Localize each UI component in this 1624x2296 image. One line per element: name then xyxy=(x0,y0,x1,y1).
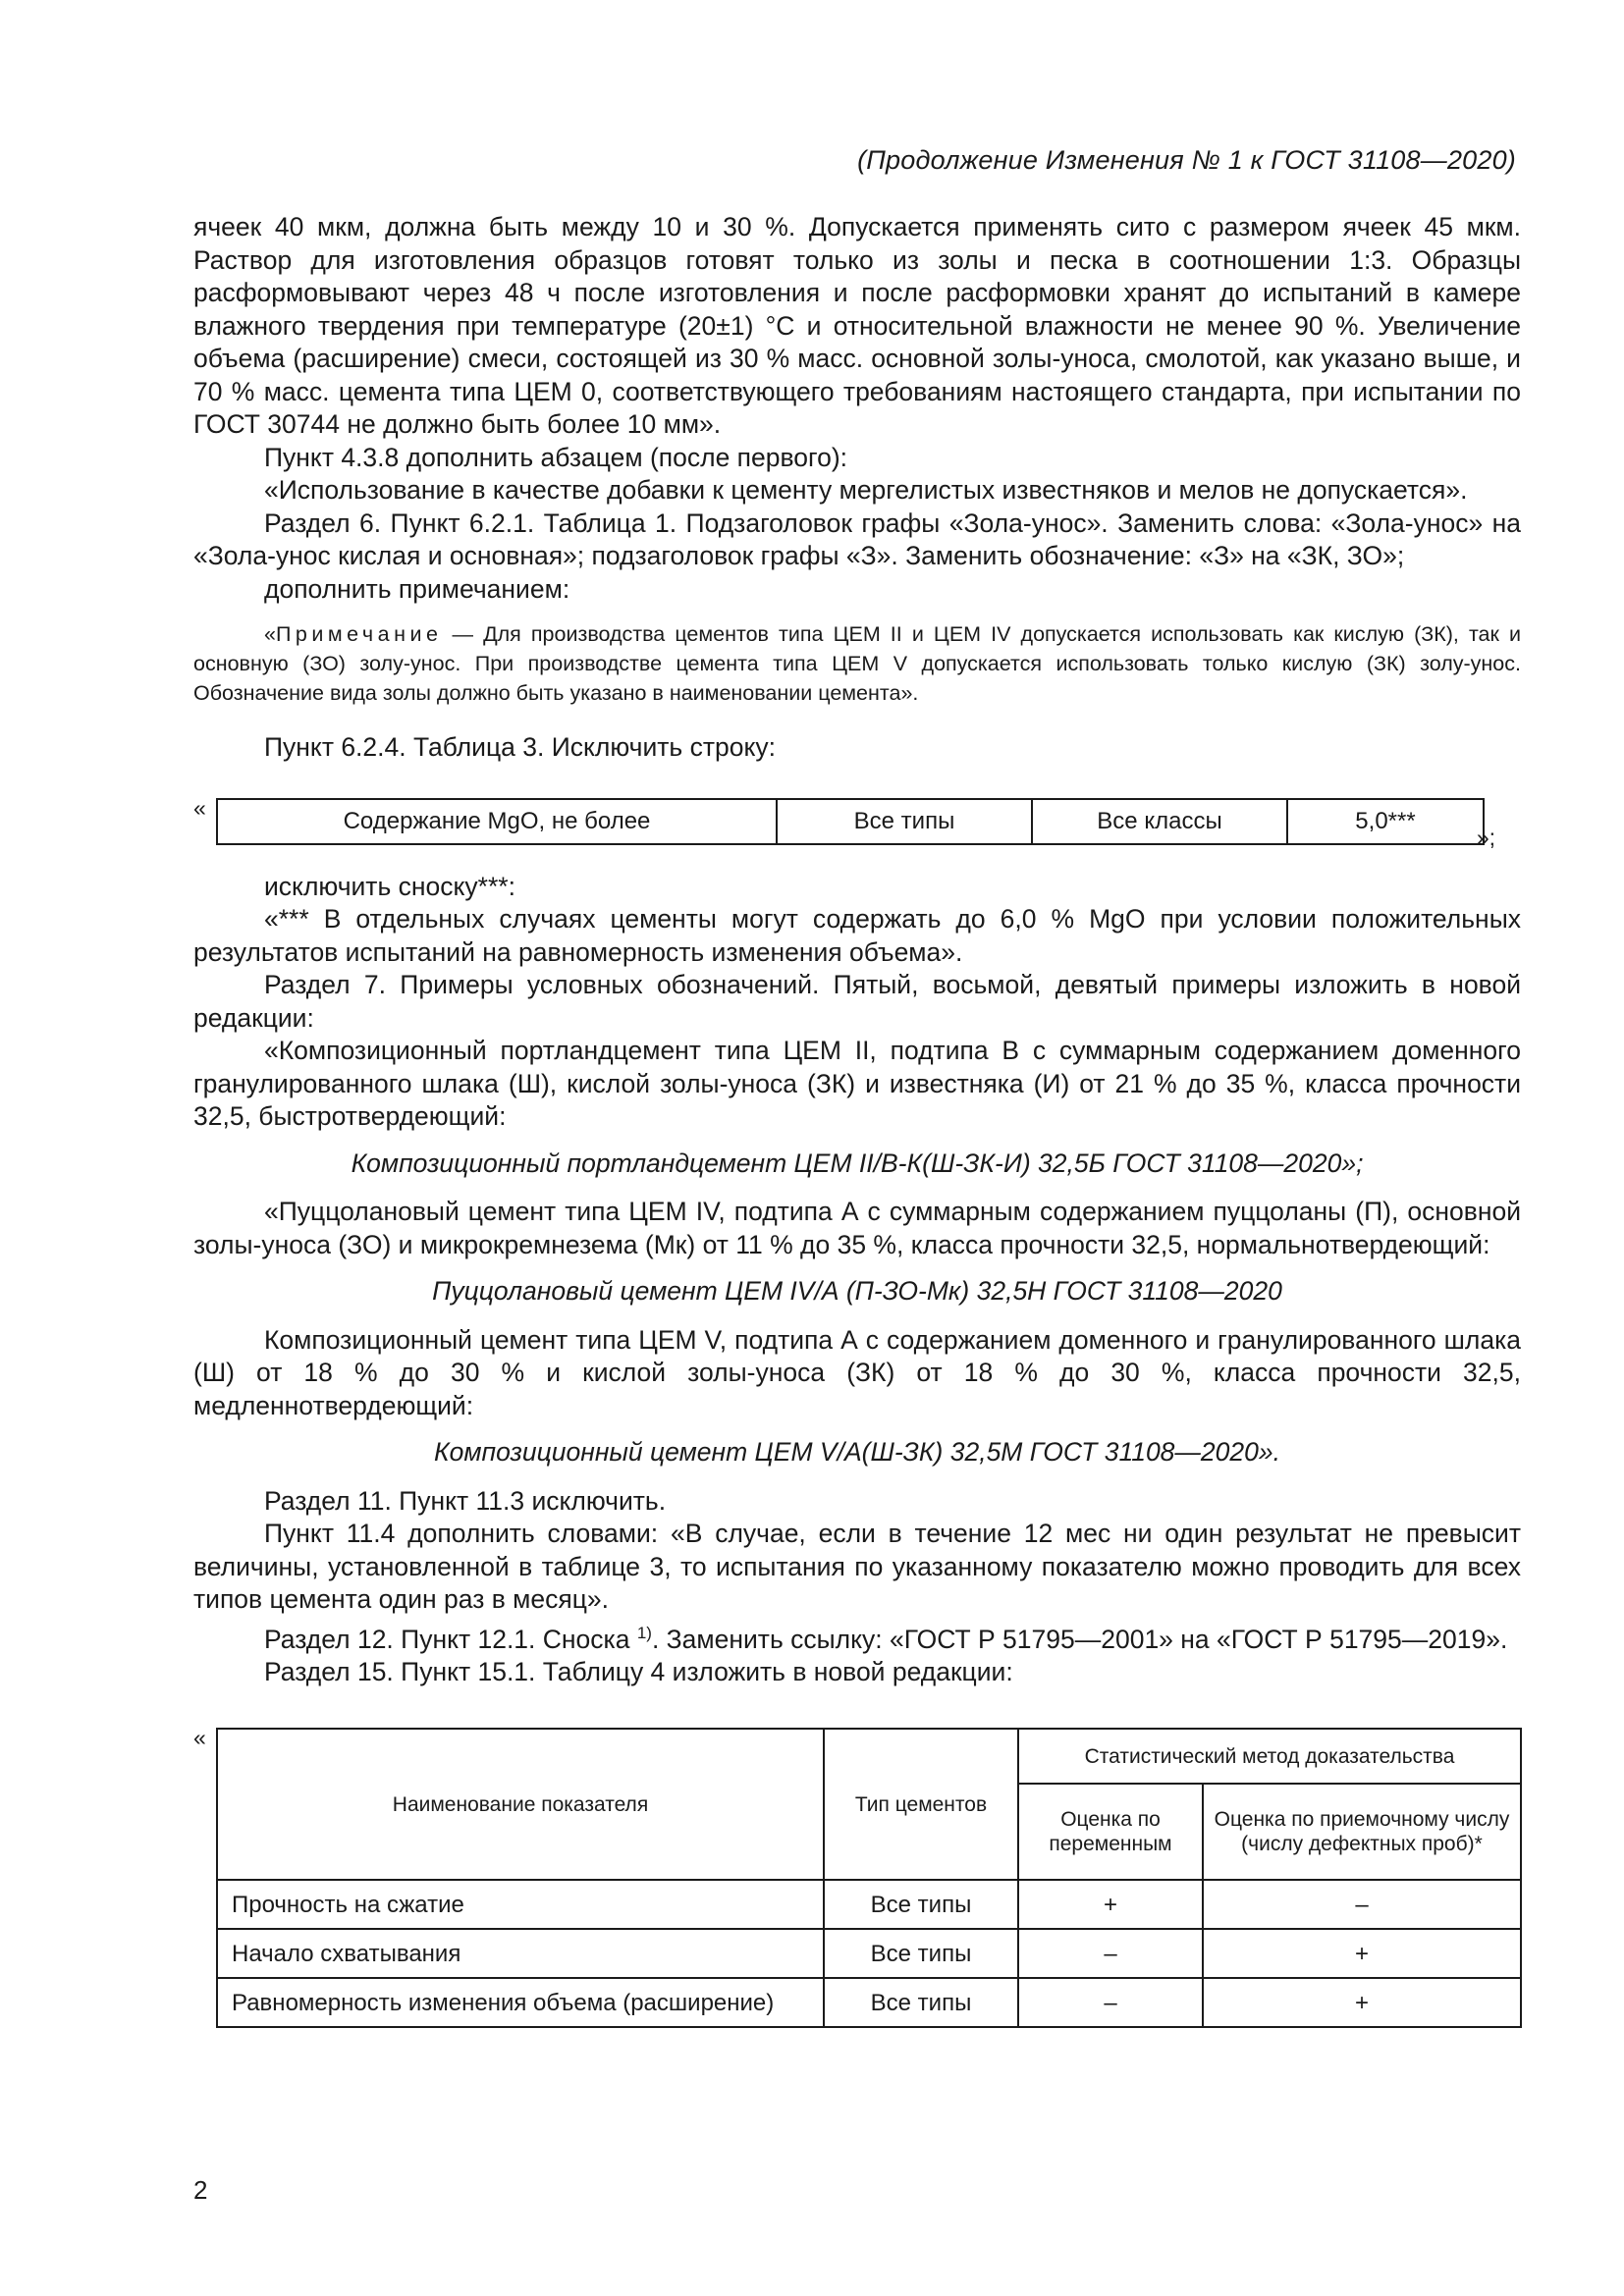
excluded-row-table xyxy=(216,798,1485,845)
note-quote: « xyxy=(264,622,276,646)
table-row xyxy=(217,799,1484,844)
table-cell: Начало схватывания xyxy=(217,1929,824,1978)
column-header: Оценка по переменным xyxy=(1018,1784,1203,1880)
paragraph: Пункт 4.3.8 дополнить абзацем (после первого): xyxy=(264,442,848,472)
note xyxy=(193,619,1521,708)
text: Раздел 12. Пункт 12.1. Сноска xyxy=(264,1624,637,1654)
table-row xyxy=(217,1929,1521,1978)
paragraph: Раздел 6. Пункт 6.2.1. Таблица 1. Подзаголовок графы «Зола-унос». Заменить слова: «Зола-унос» на «Зола-унос кислая и основная»; подзаголовок графы «З». Заменить обозначение: «З» на «ЗК, ЗО»; xyxy=(193,507,1521,570)
table-cell: + xyxy=(1203,1929,1521,1978)
table-cell: – xyxy=(1203,1880,1521,1929)
paragraph: «Композиционный портландцемент типа ЦЕМ II, подтипа В с суммарным содержанием доменного гранулированного шлака (Ш), кислой золы-уноса (ЗК) и известняка (И) от 21 % до 35 %, класса прочности 32,5, быстротвердеющий: xyxy=(193,1036,1521,1131)
paragraph: дополнить примечанием: xyxy=(264,573,570,604)
designation-example: Композиционный портландцемент ЦЕМ II/В-К(Ш-ЗК-И) 32,5Б ГОСТ 31108—2020»; xyxy=(351,1148,1364,1178)
paragraph: «Использование в качестве добавки к цементу мергелистых известняков и мелов не допускается». xyxy=(264,475,1468,505)
text: . Заменить ссылку: «ГОСТ Р 51795—2001» на «ГОСТ Р 51795—2019». xyxy=(651,1624,1508,1654)
table-cell: Все классы xyxy=(1032,799,1287,844)
table-cell: Все типы xyxy=(824,1880,1018,1929)
quote-open: « xyxy=(193,1725,206,1751)
table-row xyxy=(217,1880,1521,1929)
paragraph: Раздел 11. Пункт 11.3 исключить. xyxy=(264,1485,667,1516)
designation-example: Пуццолановый цемент ЦЕМ IV/А (П-ЗО-Мк) 32,5Н ГОСТ 31108—2020 xyxy=(432,1276,1282,1306)
note-body: — Для производства цементов типа ЦЕМ II и ЦЕМ IV допускается использовать как кислую (ЗК), так и основную (ЗО) золу-унос. При производстве цемента типа ЦЕМ V допускается использовать только кислую (ЗК) золу-унос. Обозначение вида золы должно быть указано в наименовании цемента». xyxy=(193,622,1521,705)
table4-block xyxy=(193,1725,1521,2028)
paragraph: Раздел 7. Примеры условных обозначений. Пятый, восьмой, девятый примеры изложить в новой редакции: xyxy=(193,970,1521,1033)
table-cell: Все типы xyxy=(824,1929,1018,1978)
page-header: (Продолжение Изменения № 1 к ГОСТ 31108—2020) xyxy=(857,145,1516,175)
paragraph: Пункт 11.4 дополнить словами: «В случае, если в течение 12 мес ни один результат не превысит величины, установленной в таблице 3, то испытания по указанному показателю можно проводить для всех типов цемента один раз в месяц». xyxy=(193,1519,1521,1614)
paragraph: исключить сноску***: xyxy=(264,871,515,901)
table-header-row xyxy=(217,1729,1521,1784)
page-number: 2 xyxy=(193,2175,208,2205)
table-cell: 5,0*** xyxy=(1287,799,1484,844)
paragraph: ячеек 40 мкм, должна быть между 10 и 30 %. Допускается применять сито с размером ячеек 45 мкм. Раствор для изготовления образцов готовят только из золы и песка в соотношении 1:3. Образцы расформовывают через 48 ч после изготовления и после расформовки хранят до испытаний в камере влажного твердения при температуре (20±1) °С и относительной влажности не менее 90 %. Увеличение объема (расширение) смеси, состоящей из 30 % масс. основной золы-уноса, смолотой, как указано выше, и 70 % масс. цемента типа ЦЕМ 0, соответствующего требованиям настоящего стандарта, при испытании по ГОСТ 30744 не должно быть более 10 мм». xyxy=(193,212,1521,439)
table-cell: + xyxy=(1203,1978,1521,2027)
note-heading: Примечание xyxy=(275,622,443,646)
table-cell: Равномерность изменения объема (расширение) xyxy=(217,1978,824,2027)
column-header-group: Статистический метод доказательства xyxy=(1018,1729,1521,1784)
table-4 xyxy=(216,1728,1522,2028)
table-row xyxy=(217,1978,1521,2027)
footnote-ref: 1) xyxy=(636,1623,652,1642)
table-cell: Содержание MgO, не более xyxy=(217,799,777,844)
table-cell: + xyxy=(1018,1880,1203,1929)
table-cell: – xyxy=(1018,1978,1203,2027)
table-cell: – xyxy=(1018,1929,1203,1978)
paragraph: Пункт 6.2.4. Таблица 3. Исключить строку: xyxy=(264,732,776,762)
paragraph: Композиционный цемент типа ЦЕМ V, подтипа А с содержанием доменного и гранулированного шлака (Ш) от 18 % до 30 % и кислой золы-уноса (ЗК) от 18 % до 30 %, класса прочности 32,5, медленнотвердеющий: xyxy=(193,1324,1521,1420)
designation-example: Композиционный цемент ЦЕМ V/А(Ш-ЗК) 32,5М ГОСТ 31108—2020». xyxy=(434,1437,1280,1467)
paragraph: «Пуццолановый цемент типа ЦЕМ IV, подтипа А с суммарным содержанием пуццоланы (П), основной золы-уноса (ЗО) и микрокремнезема (Мк) от 11 % до 35 %, класса прочности 32,5, нормальнотвердеющий: xyxy=(193,1197,1521,1259)
table-cell: Все типы xyxy=(824,1978,1018,2027)
column-header: Тип цементов xyxy=(824,1729,1018,1880)
column-header: Наименование показателя xyxy=(217,1729,824,1880)
paragraph xyxy=(193,1617,1521,1656)
column-header: Оценка по приемочному числу (числу дефектных проб)* xyxy=(1203,1784,1521,1880)
quote-close: »; xyxy=(1476,824,1495,850)
document-body xyxy=(193,211,1521,2028)
table-cell: Прочность на сжатие xyxy=(217,1880,824,1929)
table-cell: Все типы xyxy=(777,799,1032,844)
quote-open: « xyxy=(193,794,206,821)
paragraph: «*** В отдельных случаях цементы могут содержать до 6,0 % MgO при условии положительных результатов испытаний на равномерность изменения объема». xyxy=(193,904,1521,967)
mgo-row-block xyxy=(193,794,1521,850)
paragraph: Раздел 15. Пункт 15.1. Таблицу 4 изложить в новой редакции: xyxy=(264,1656,1013,1686)
